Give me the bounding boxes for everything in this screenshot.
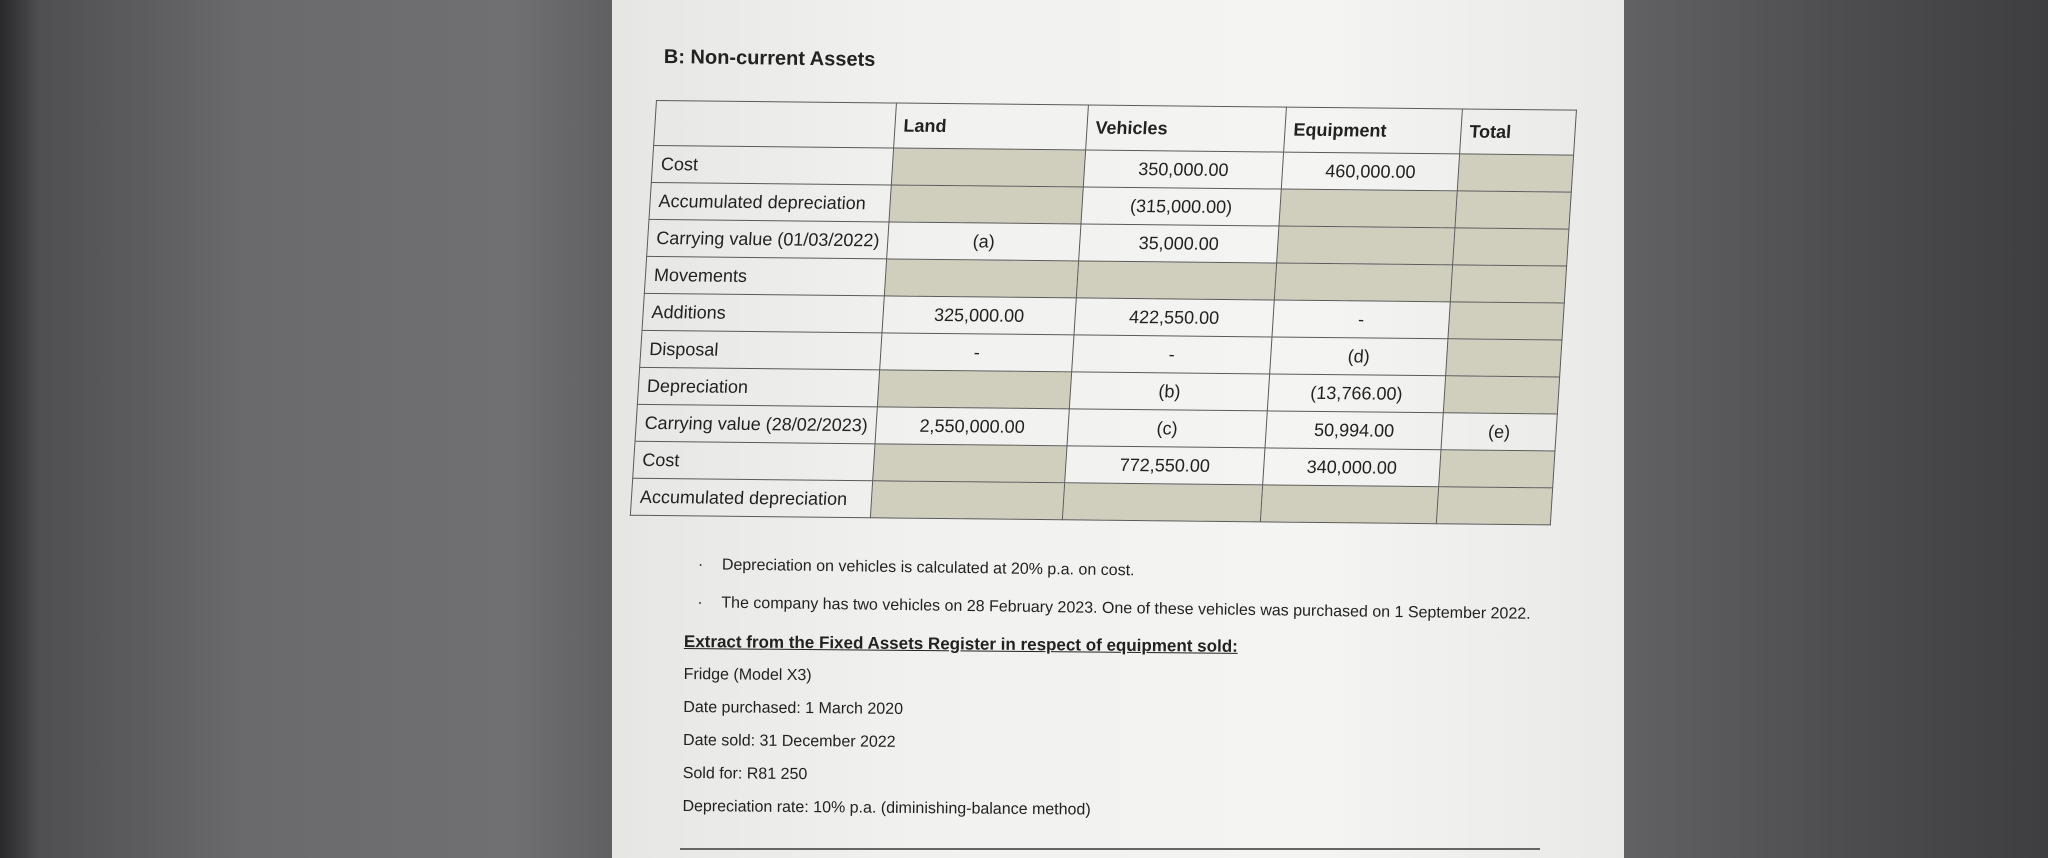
table-cell: 2,550,000.00 xyxy=(875,407,1069,446)
table-cell: (b) xyxy=(1069,372,1269,411)
next-table-top-border xyxy=(680,848,1540,850)
table-cell xyxy=(1277,226,1455,265)
table-cell xyxy=(1076,261,1276,300)
table-cell xyxy=(1439,450,1555,488)
non-current-assets-table-wrap xyxy=(630,100,1576,525)
table-cell: 325,000.00 xyxy=(882,296,1076,335)
row-label: Cost xyxy=(633,441,875,480)
table-cell xyxy=(1260,485,1438,524)
table-cell xyxy=(870,481,1064,520)
table-cell: 422,550.00 xyxy=(1074,298,1274,337)
fixed-assets-extract xyxy=(682,632,1238,836)
extract-line: Fridge (Model X3) xyxy=(683,665,812,685)
table-cell xyxy=(877,370,1071,409)
extract-heading: Extract from the Fixed Assets Register in respect of equipment sold: xyxy=(683,632,1238,656)
table-cell xyxy=(891,148,1085,187)
extract-line: Depreciation rate: 10% p.a. (diminishing-balance method) xyxy=(682,797,1091,819)
header-land: Land xyxy=(894,103,1089,150)
table-cell: 460,000.00 xyxy=(1281,152,1459,191)
table-cell xyxy=(884,259,1078,298)
row-label: Cost xyxy=(651,145,893,184)
row-label: Depreciation xyxy=(637,367,879,406)
table-cell xyxy=(1453,228,1569,266)
non-current-assets-table xyxy=(630,100,1577,525)
header-total: Total xyxy=(1460,109,1577,155)
row-label: Accumulated depreciation xyxy=(649,182,891,221)
table-cell: - xyxy=(1272,300,1450,339)
row-label: Disposal xyxy=(640,330,882,369)
row-label: Movements xyxy=(644,256,886,295)
table-cell: 350,000.00 xyxy=(1083,150,1283,189)
document-page xyxy=(612,0,1624,858)
table-cell: - xyxy=(880,333,1074,372)
note-item: · The company has two vehicles on 28 February 2023. One of these vehicles was purchased on 1 September 2022. xyxy=(721,595,1531,624)
row-label: Carrying value (28/02/2023) xyxy=(635,404,877,443)
header-equipment: Equipment xyxy=(1284,107,1463,154)
table-cell xyxy=(1450,265,1566,303)
table-cell xyxy=(1455,191,1571,229)
table-cell: 35,000.00 xyxy=(1079,224,1279,263)
table-cell: - xyxy=(1072,335,1272,374)
row-label: Additions xyxy=(642,293,884,332)
table-cell: 340,000.00 xyxy=(1263,448,1441,487)
table-cell xyxy=(889,185,1083,224)
table-cell xyxy=(1062,483,1262,522)
section-title: B: Non-current Assets xyxy=(663,46,876,71)
header-vehicles: Vehicles xyxy=(1086,105,1287,152)
table-cell xyxy=(1457,154,1573,192)
extract-line: Date sold: 31 December 2022 xyxy=(682,731,896,751)
table-cell xyxy=(1446,339,1562,377)
extract-line: Date purchased: 1 March 2020 xyxy=(683,698,904,718)
table-cell xyxy=(1279,189,1457,228)
table-cell: 772,550.00 xyxy=(1065,446,1265,485)
table-cell: (d) xyxy=(1270,337,1448,376)
table-cell: 50,994.00 xyxy=(1265,411,1443,450)
table-cell xyxy=(1274,263,1452,302)
notes-list xyxy=(681,556,1531,644)
table-cell: (13,766.00) xyxy=(1267,374,1445,413)
table-cell xyxy=(1448,302,1564,340)
note-item: · Depreciation on vehicles is calculated at 20% p.a. on cost. xyxy=(722,557,1532,586)
table-cell: (a) xyxy=(887,222,1081,261)
table-cell xyxy=(873,444,1067,483)
row-label: Accumulated depreciation xyxy=(630,478,872,517)
background-right xyxy=(1620,0,2048,858)
extract-line: Sold for: R81 250 xyxy=(682,764,808,784)
table-cell xyxy=(1436,487,1552,525)
table-cell: (315,000.00) xyxy=(1081,187,1281,226)
background-shadow xyxy=(0,0,40,858)
header-blank xyxy=(654,101,897,148)
table-cell xyxy=(1443,376,1559,414)
row-label: Carrying value (01/03/2022) xyxy=(647,219,889,258)
table-cell: (e) xyxy=(1441,413,1557,451)
table-cell: (c) xyxy=(1067,409,1267,448)
